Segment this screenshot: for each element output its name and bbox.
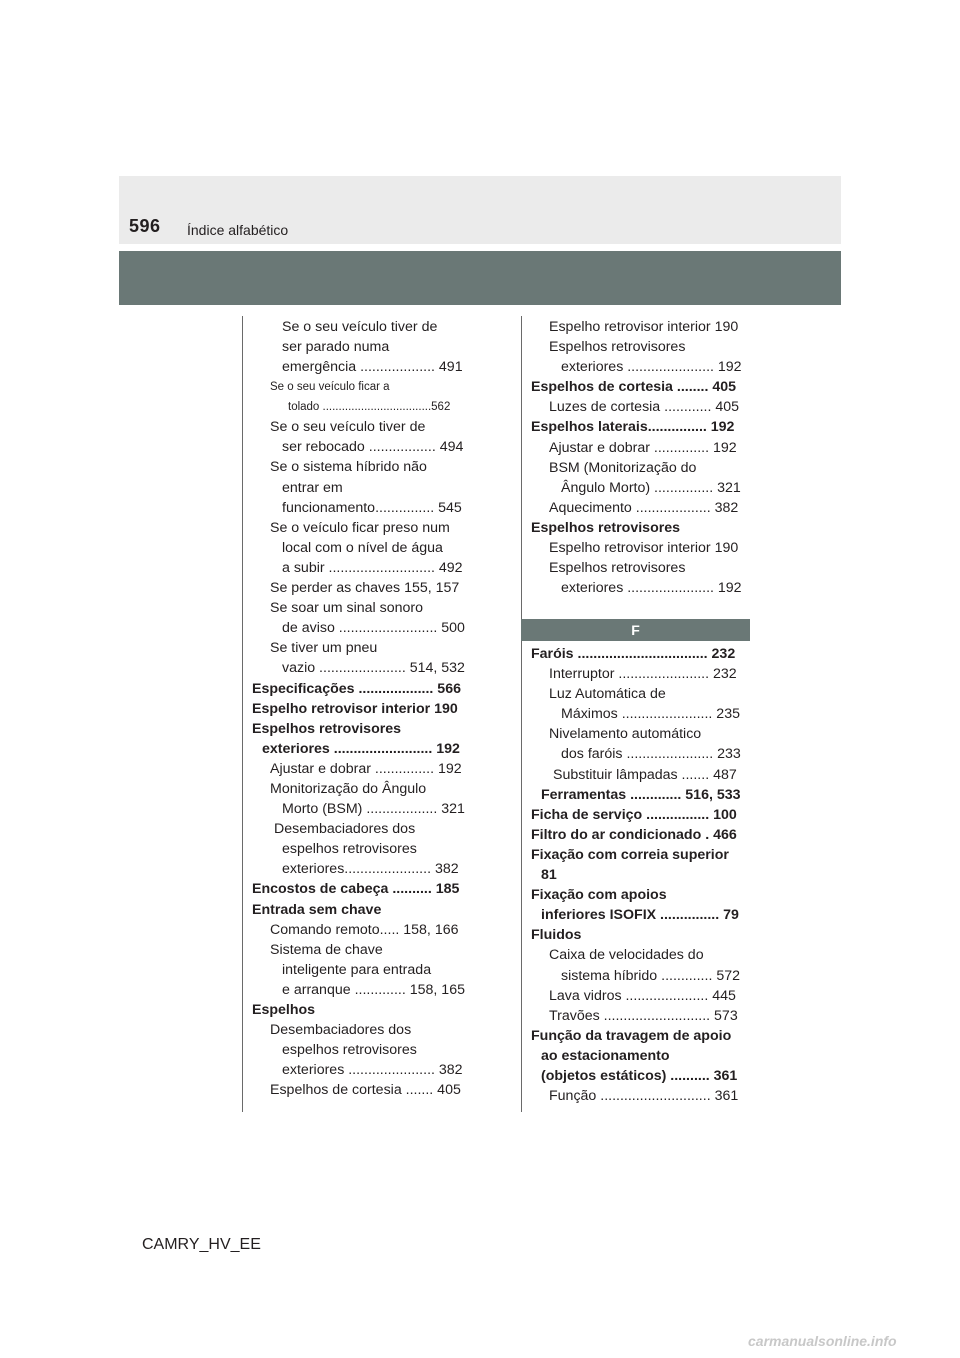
index-entry: exteriores ...................... 382 — [282, 1062, 463, 1079]
index-entry: de aviso ......................... 500 — [282, 620, 465, 637]
index-entry: Fluidos — [531, 927, 582, 944]
index-entry: a subir ........................... 492 — [282, 559, 463, 576]
index-entry: inferiores ISOFIX ............... 79 — [541, 907, 739, 924]
index-entry: (objetos estáticos) .......... 361 — [541, 1067, 738, 1084]
index-entry: sistema híbrido ............. 572 — [561, 967, 740, 984]
index-entry: Ajustar e dobrar ............... 192 — [270, 760, 462, 777]
index-entry: Se o seu veículo ficar a — [270, 381, 390, 394]
header-dark-band — [119, 251, 841, 305]
index-entry: dos faróis ...................... 233 — [561, 746, 741, 763]
index-entry: Espelhos de cortesia ....... 405 — [270, 1082, 461, 1099]
index-entry: Se o seu veículo tiver de — [270, 419, 426, 436]
index-entry: Especificações ................... 566 — [252, 680, 461, 697]
index-entry: Se tiver um pneu — [270, 640, 378, 657]
index-entry: Se soar um sinal sonoro — [270, 600, 423, 617]
index-entry: ser parado numa — [282, 339, 390, 356]
index-entry: Espelho retrovisor interior 190 — [549, 540, 739, 557]
index-entry: Comando remoto..... 158, 166 — [270, 921, 459, 938]
index-entry: tolado ..................................562 — [288, 401, 451, 414]
index-entry: 81 — [541, 867, 557, 884]
index-entry: Se o sistema híbrido não — [270, 459, 427, 476]
index-entry: exteriores ......................... 192 — [262, 740, 460, 757]
index-entry: Substituir lâmpadas ....... 487 — [553, 766, 737, 783]
index-entry: Sistema de chave — [270, 941, 383, 958]
index-entry: Máximos ....................... 235 — [561, 706, 740, 723]
index-entry: Espelhos retrovisores — [252, 720, 402, 737]
index-entry: Encostos de cabeça .......... 185 — [252, 881, 460, 898]
index-entry: Ferramentas ............. 516, 533 — [541, 786, 741, 803]
page-number: 596 — [129, 216, 161, 236]
index-entry: Morto (BSM) .................. 321 — [282, 801, 465, 818]
index-letter-f: F — [521, 619, 750, 641]
index-entry: Espelhos retrovisores — [531, 519, 681, 536]
index-entry: Ângulo Morto) ............... 321 — [561, 479, 741, 496]
index-entry: e arranque ............. 158, 165 — [282, 981, 465, 998]
index-entry: Espelhos de cortesia ........ 405 — [531, 379, 737, 396]
index-entry: Espelhos retrovisores — [549, 339, 686, 356]
index-entry: espelhos retrovisores — [282, 841, 417, 858]
index-entry: Travões ........................... 573 — [549, 1007, 738, 1024]
index-entry: Função da travagem de apoio — [531, 1027, 732, 1044]
document-code: CAMRY_HV_EE — [142, 1236, 261, 1253]
index-entry: Espelhos — [252, 1002, 316, 1018]
index-entry: Espelho retrovisor interior 190 — [549, 319, 739, 335]
index-entry: Luzes de cortesia ............ 405 — [549, 399, 740, 416]
index-entry: Espelho retrovisor interior 190 — [252, 700, 458, 717]
index-entry: Ficha de serviço ................ 100 — [531, 806, 737, 823]
index-entry: Lava vidros ..................... 445 — [549, 987, 736, 1004]
index-entry: vazio ...................... 514, 532 — [282, 660, 465, 677]
section-title: Índice alfabético — [187, 222, 289, 238]
index-entry: Se o veículo ficar preso num — [270, 519, 450, 536]
index-entry: Filtro do ar condicionado . 466 — [531, 826, 737, 843]
column-divider-middle — [521, 316, 522, 1112]
index-entry: exteriores ...................... 192 — [561, 359, 742, 376]
index-entry: Interruptor ....................... 232 — [549, 666, 737, 683]
index-entry: ser rebocado ................. 494 — [282, 439, 464, 456]
index-entry: Desembaciadores dos — [270, 1022, 412, 1039]
index-entry: entrar em — [282, 479, 343, 496]
index-column-left — [252, 317, 474, 1100]
index-entry: espelhos retrovisores — [282, 1042, 417, 1059]
index-entry: Entrada sem chave — [252, 901, 382, 918]
index-entry: Desembaciadores dos — [274, 821, 416, 838]
index-entry: Fixação com apoios — [531, 887, 667, 904]
index-entry: Luz Automática de — [549, 686, 666, 703]
index-entry: Espelhos laterais............... 192 — [531, 419, 735, 436]
index-entry: exteriores ...................... 192 — [561, 580, 742, 597]
index-entry: Caixa de velocidades do — [549, 947, 704, 964]
index-entry: Nivelamento automático — [549, 726, 702, 743]
index-entry: Se perder as chaves 155, 157 — [270, 580, 460, 597]
index-entry: Faróis ................................. 232 — [531, 646, 736, 662]
index-entry: Ajustar e dobrar .............. 192 — [549, 439, 737, 456]
index-entry: BSM (Monitorização do — [549, 459, 697, 476]
index-entry: inteligente para entrada — [282, 961, 432, 978]
index-column-right-top — [531, 317, 753, 598]
index-entry: exteriores...................... 382 — [282, 861, 459, 878]
index-entry: funcionamento............... 545 — [282, 499, 462, 516]
index-entry: Função ............................ 361 — [549, 1088, 739, 1105]
index-entry: emergência ................... 491 — [282, 359, 463, 376]
index-entry: Aquecimento ................... 382 — [549, 499, 739, 516]
index-entry: Se o seu veículo tiver de — [282, 319, 438, 335]
index-entry: Espelhos retrovisores — [549, 560, 686, 577]
watermark: carmanualsonline.info — [748, 1333, 897, 1349]
index-entry: Monitorização do Ângulo — [270, 780, 427, 797]
index-column-right-bottom — [531, 644, 753, 1106]
column-divider-left — [242, 316, 243, 1112]
index-entry: local com o nível de água — [282, 539, 443, 556]
index-entry: Fixação com correia superior — [531, 846, 729, 863]
index-entry: ao estacionamento — [541, 1047, 670, 1064]
